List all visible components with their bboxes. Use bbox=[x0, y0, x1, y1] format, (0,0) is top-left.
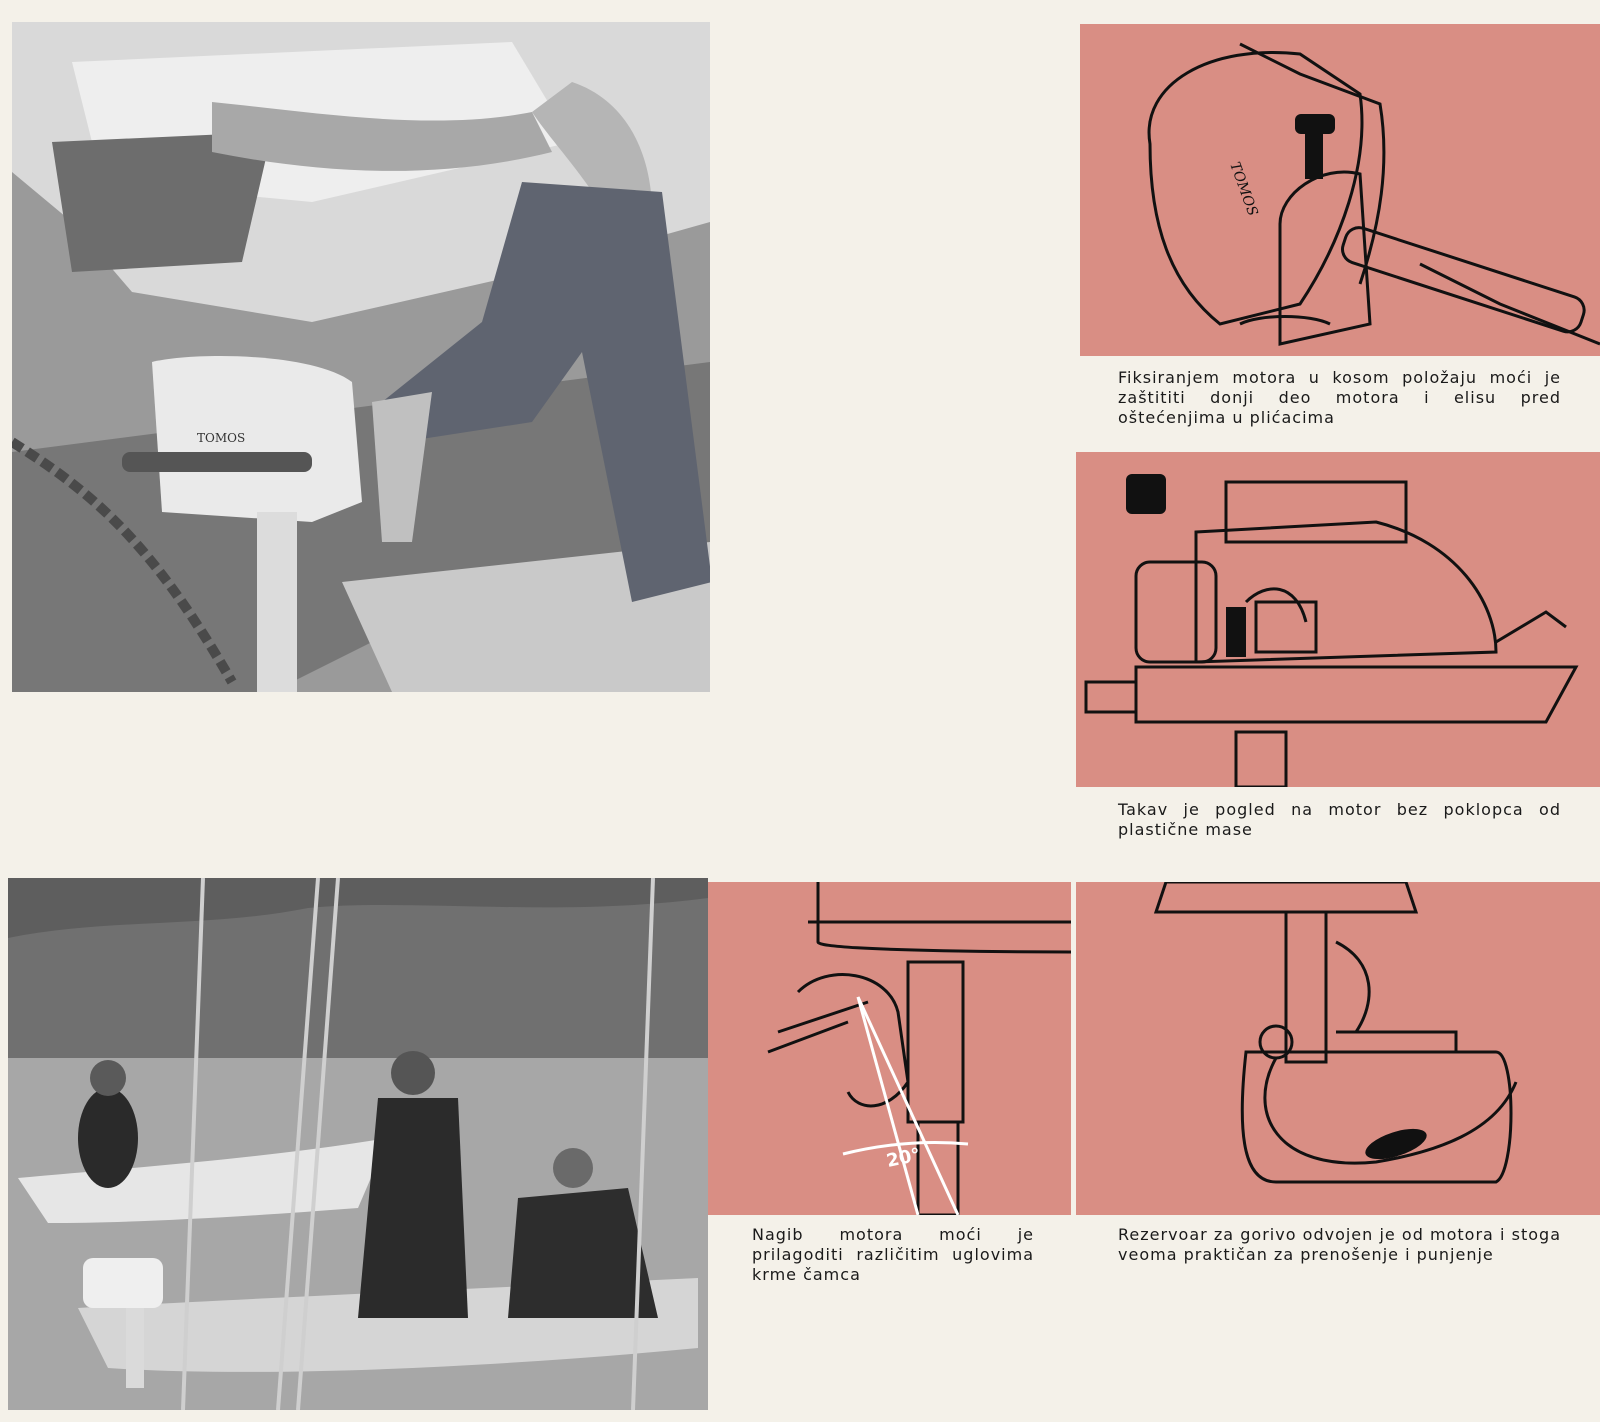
tilt-angle-label: 20° bbox=[884, 1144, 923, 1172]
illustration-engine-uncovered bbox=[1076, 452, 1600, 787]
caption-tilt-fixing: Fiksiranjem motora u kosom položaju moći je zaštititi donji deo motora i elisu pred oštećenjima u plićacima bbox=[1118, 368, 1561, 427]
caption-tilt-angle: Nagib motora moći je prilagoditi različitim uglovima krme čamca bbox=[752, 1225, 1034, 1284]
motor-brand-mark: TOMOS bbox=[197, 431, 246, 445]
photo-men-on-river bbox=[8, 878, 708, 1410]
cowling-brand-mark: TOMOS bbox=[1226, 159, 1261, 219]
illustration-fuel-tank bbox=[1076, 882, 1600, 1215]
illustration-tilt-angle bbox=[708, 882, 1071, 1215]
photo-man-mounting-motor bbox=[12, 22, 710, 692]
caption-engine-view: Takav je pogled na motor bez poklopca od plastične mase bbox=[1118, 800, 1561, 839]
illustration-motor-cowling bbox=[1080, 24, 1600, 356]
caption-fuel-tank: Rezervoar za gorivo odvojen je od motora i stoga veoma praktičan za prenošenje i punjenje bbox=[1118, 1225, 1561, 1264]
